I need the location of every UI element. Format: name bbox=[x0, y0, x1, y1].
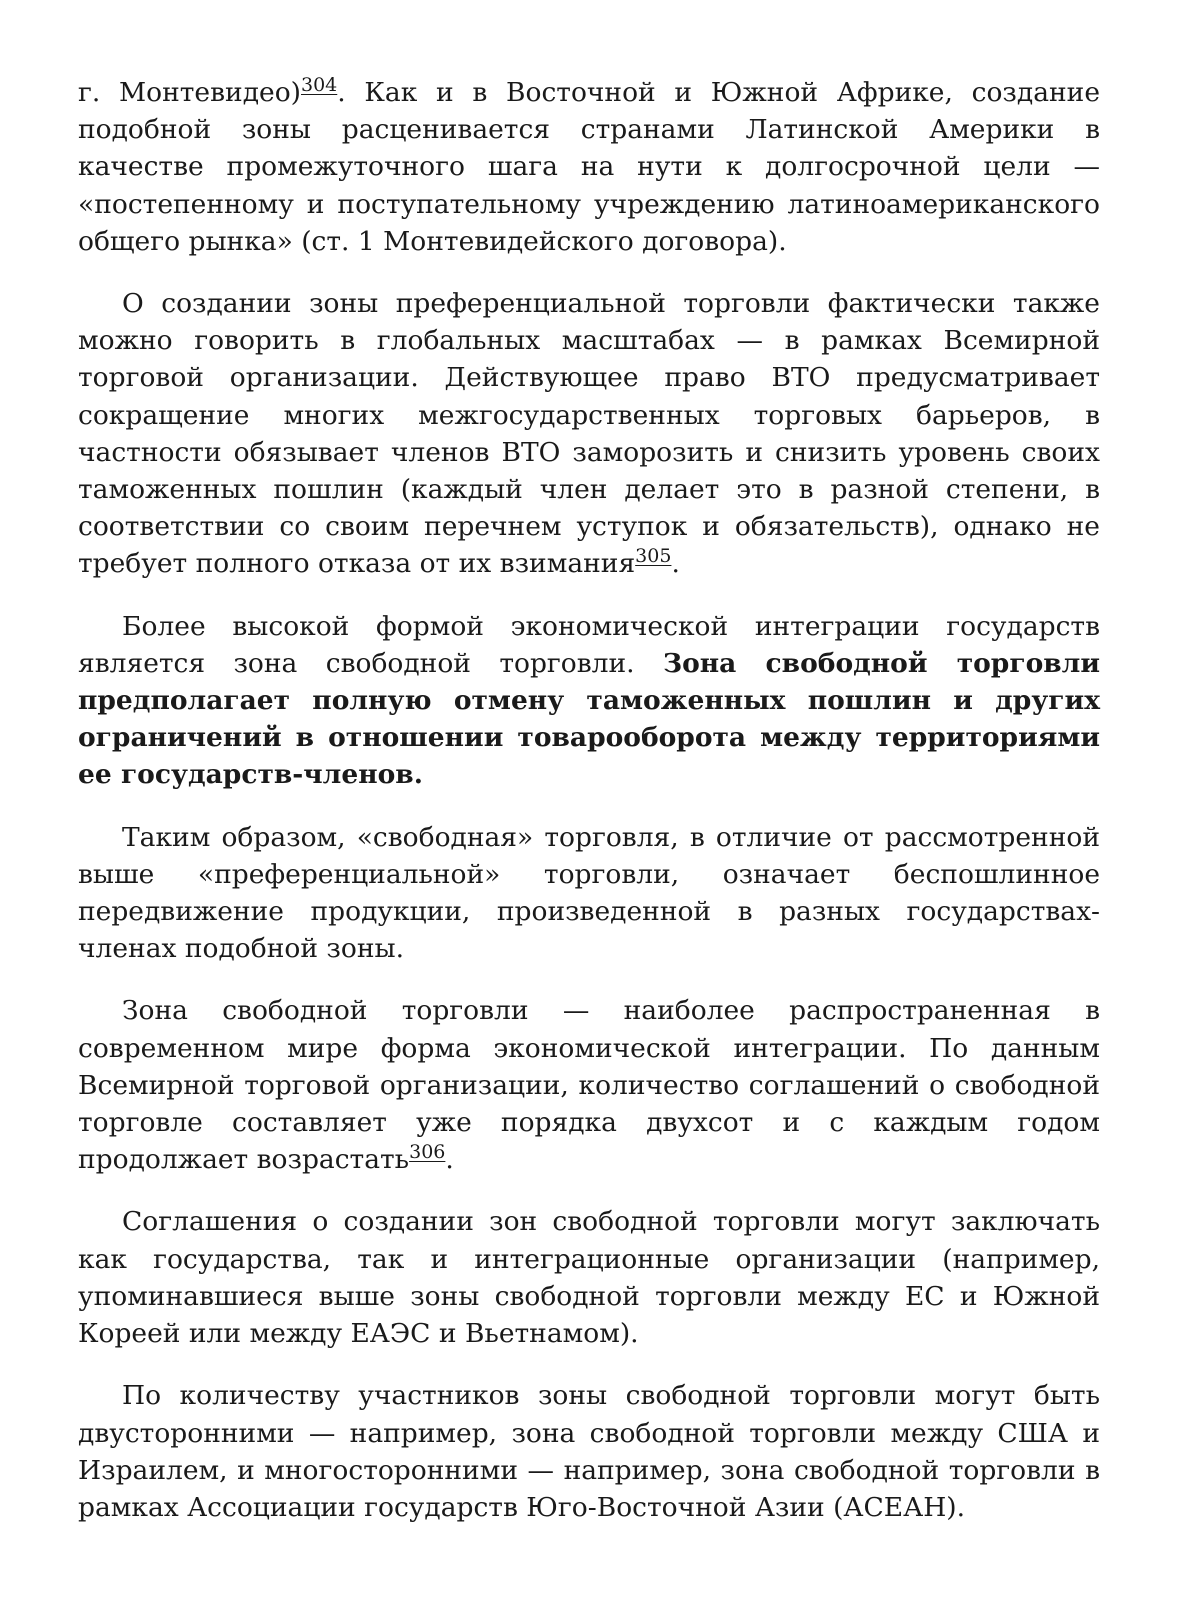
paragraph-bilateral-multilateral bbox=[78, 1377, 1100, 1526]
paragraph-free-trade-definition bbox=[78, 608, 1100, 794]
paragraph-most-common-form bbox=[78, 992, 1100, 1178]
text-run: Таким образом, «свободная» торговля, в отличие от рассмотренной выше «преференциальной» торговли, означает беспошлинное передвижение продукции, произведенной в разных государствах-членах подобной зоны. bbox=[78, 821, 1100, 965]
footnote-link-306[interactable]: 306 bbox=[409, 1141, 446, 1164]
text-run: О создании зоны преференциальной торговли фактически также можно говорить в глобальных масштабах — в рамках Всемирной торговой организации. Действующее право ВТО предусматривает сокращение многих межгосударственных торговых барьеров, в частности обязывает членов ВТО заморозить и снизить уровень своих таможенных пошлин (каждый член делает это в разной степени, в соответствии со своим перечнем уступок и обязательств), однако не требует полного отказа от их взимания bbox=[78, 288, 1100, 580]
paragraph-agreement-parties bbox=[78, 1203, 1100, 1352]
text-run: . bbox=[445, 1144, 454, 1176]
paragraph-free-vs-preferential bbox=[78, 819, 1100, 968]
paragraph-montevideo bbox=[78, 74, 1100, 260]
text-run: . Как и в Восточной и Южной Африке, создание подобной зоны расценивается странами Латинской Америки в качестве промежуточного шага на нути к долгосрочной цели — «постепенному и поступательному учреждению латиноамериканского общего рынка» (ст. 1 Монтевидейского договора). bbox=[78, 77, 1100, 257]
text-run: . bbox=[671, 548, 680, 580]
text-run: г. Монтевидео) bbox=[78, 77, 301, 108]
text-run: Соглашения о создании зон свободной торговли могут заключать как государства, так и интеграционные организации (например, упоминавшиеся выше зоны свободной торговли между ЕС и Южной Кореей или между ЕАЭС и Вьетнамом). bbox=[78, 1206, 1100, 1350]
text-run: Более высокой формой экономической интеграции государств является зона свободной торговли. bbox=[78, 610, 1100, 679]
text-run: Зона свободной торговли — наиболее распространенная в современном мире форма экономической интеграции. По данным Всемирной торговой организации, количество соглашений о свободной торговле составляет уже порядка двухсот и с каждым годом продолжает возрастать bbox=[78, 995, 1100, 1176]
footnote-link-304[interactable]: 304 bbox=[301, 74, 338, 96]
paragraph-wto-preferential bbox=[78, 285, 1100, 583]
text-run: По количеству участников зоны свободной торговли могут быть двусторонними — например, зона свободной торговли между США и Израилем, и многосторонними — например, зона свободной торговли в рамках Ассоциации государств Юго-Восточной Азии (АСЕАН). bbox=[78, 1380, 1100, 1523]
bold-definition: Зона свободной торговли предполагает полную отмену таможенных пошлин и других ограничений в отношении товарооборота между территориями ее государств-членов. bbox=[78, 647, 1100, 791]
footnote-link-305[interactable]: 305 bbox=[635, 545, 672, 568]
